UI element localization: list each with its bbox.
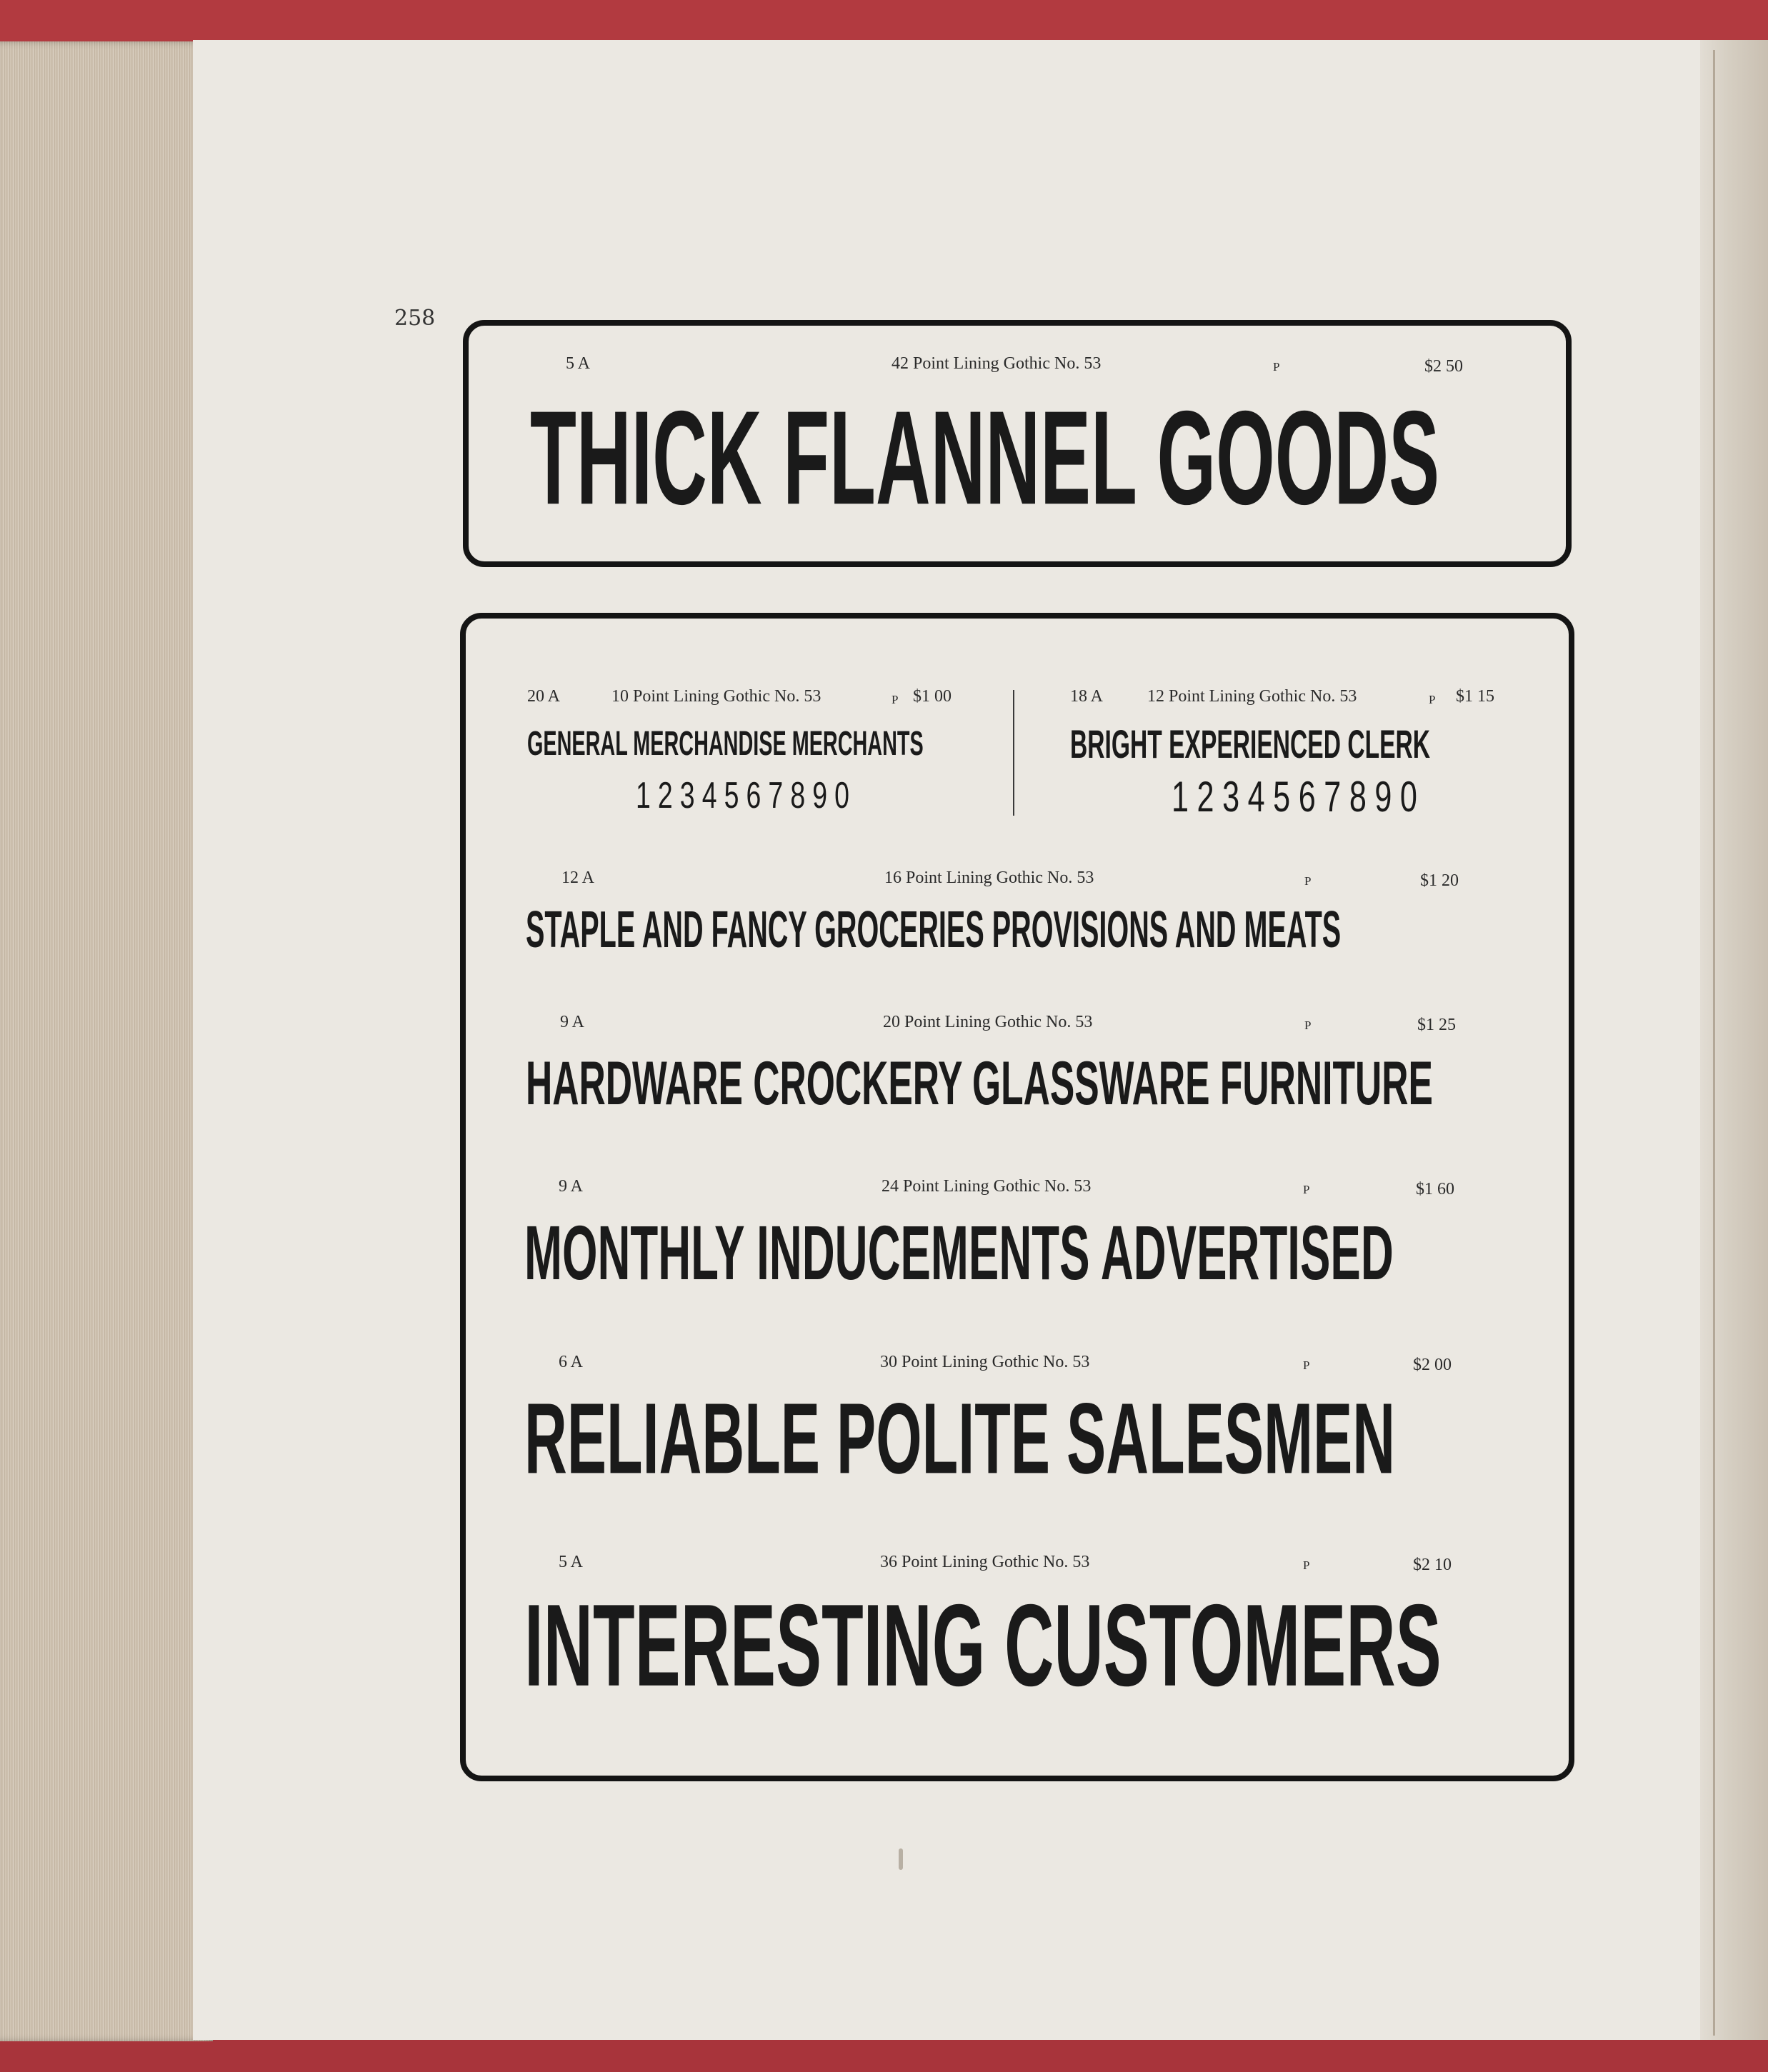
font-count: 18 A: [1070, 687, 1104, 706]
font-count: 6 A: [559, 1353, 584, 1371]
specimen-text-16pt: STAPLE AND FANCY GROCERIES PROVISIONS AND MEATS: [526, 901, 1342, 959]
price-p-marker: P: [1303, 1558, 1310, 1572]
specimen-text-36pt: INTERESTING CUSTOMERS: [524, 1579, 1442, 1711]
price-p-marker: P: [1304, 874, 1312, 888]
paper-blemish: [899, 1848, 903, 1870]
price-p-marker: P: [1273, 360, 1280, 374]
size-label: 42 Point Lining Gothic No. 53: [892, 354, 1102, 373]
facing-page-gutter: [1700, 40, 1768, 2040]
specimen-figures-12pt: 1234567890: [1172, 773, 1426, 821]
column-divider: [1013, 690, 1014, 816]
size-label: 16 Point Lining Gothic No. 53: [884, 869, 1094, 887]
font-count: 5 A: [566, 354, 591, 373]
font-count: 9 A: [559, 1177, 584, 1196]
price: $2 00: [1413, 1356, 1452, 1374]
font-count: 5 A: [559, 1553, 584, 1571]
book-cover-top: [0, 0, 1768, 44]
size-label: 10 Point Lining Gothic No. 53: [611, 687, 821, 706]
page-number: 258: [394, 306, 436, 331]
gutter-edge: [1713, 50, 1715, 2036]
book-cover-bottom: [0, 2041, 1768, 2072]
font-count: 9 A: [560, 1013, 585, 1031]
price-p-marker: P: [1429, 693, 1436, 706]
size-label: 30 Point Lining Gothic No. 53: [880, 1353, 1090, 1371]
specimen-figures-10pt: 1234567890: [636, 775, 857, 816]
price: $2 50: [1424, 357, 1463, 376]
specimen-text-42pt: THICK FLANNEL GOODS: [530, 384, 1440, 533]
size-label: 24 Point Lining Gothic No. 53: [881, 1177, 1092, 1196]
price-p-marker: P: [1303, 1358, 1310, 1372]
specimen-text-30pt: RELIABLE POLITE SALESMEN: [524, 1382, 1396, 1495]
specimen-text-20pt: HARDWARE CROCKERY GLASSWARE FURNITURE: [526, 1049, 1433, 1118]
page-edges: [0, 41, 213, 2041]
price: $1 00: [913, 687, 952, 706]
size-label: 12 Point Lining Gothic No. 53: [1147, 687, 1357, 706]
price-p-marker: P: [1303, 1183, 1310, 1196]
price-p-marker: P: [892, 693, 899, 706]
price: $1 15: [1456, 687, 1494, 706]
specimen-text-24pt: MONTHLY INDUCEMENTS ADVERTISED: [524, 1209, 1394, 1296]
price: $1 20: [1420, 871, 1459, 890]
size-label: 36 Point Lining Gothic No. 53: [880, 1553, 1090, 1571]
font-count: 12 A: [561, 869, 595, 887]
price: $1 60: [1416, 1180, 1454, 1198]
price: $1 25: [1417, 1016, 1456, 1034]
size-label: 20 Point Lining Gothic No. 53: [883, 1013, 1093, 1031]
specimen-text-10pt: GENERAL MERCHANDISE MERCHANTS: [527, 725, 924, 763]
price-p-marker: P: [1304, 1019, 1312, 1032]
font-count: 20 A: [527, 687, 561, 706]
specimen-text-12pt: BRIGHT EXPERIENCED CLERK: [1070, 721, 1431, 766]
price: $2 10: [1413, 1556, 1452, 1574]
